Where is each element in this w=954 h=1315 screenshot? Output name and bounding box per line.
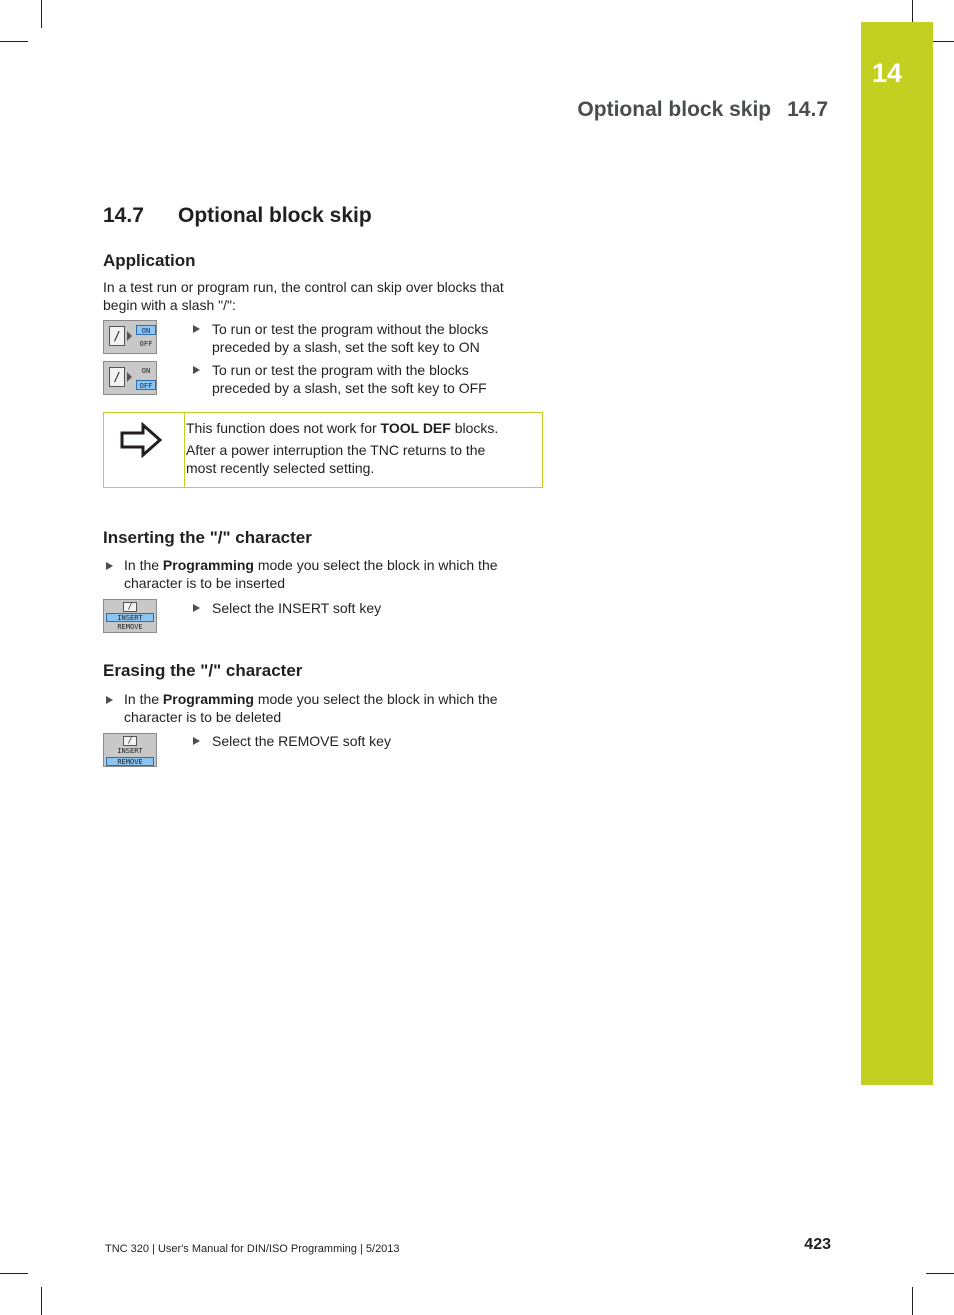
crop-mark <box>0 1273 28 1274</box>
softkey-off-label: OFF <box>136 380 156 390</box>
application-heading: Application <box>103 251 196 270</box>
step-text: In the <box>124 557 163 573</box>
section-number: 14.7 <box>103 204 144 227</box>
note-divider <box>184 412 185 488</box>
softkey-off-label: OFF <box>139 340 153 348</box>
inserting-step-2: Select the INSERT soft key <box>212 600 382 616</box>
footer-text: TNC 320 | User's Manual for DIN/ISO Programming | 5/2013 <box>105 1243 400 1255</box>
step-text: character is to be inserted <box>124 574 286 591</box>
softkey-insert-label: INSERT <box>117 747 143 755</box>
intro-line: In a test run or program run, the control can skip over blocks that <box>103 279 504 295</box>
step-on <box>212 321 532 356</box>
note-text: After a power interruption the TNC returns to the <box>186 442 486 458</box>
bullet-arrow-icon <box>106 696 113 704</box>
intro-line: begin with a slash "/": <box>103 296 236 313</box>
step-text: character is to be deleted <box>124 708 282 725</box>
step-line: To run or test the program without the blocks <box>212 321 489 337</box>
crop-mark <box>926 1273 954 1274</box>
bullet-arrow-icon <box>106 562 113 570</box>
mode-name: Programming <box>162 557 254 573</box>
softkey-remove-label: REMOVE <box>106 757 154 766</box>
section-title <box>103 204 372 228</box>
bullet-arrow-icon <box>193 604 200 612</box>
step-line: To run or test the program with the blocks <box>212 362 469 378</box>
note-arrow-icon <box>119 422 163 458</box>
running-header-title: Optional block skip <box>577 98 772 121</box>
crop-mark <box>41 1287 42 1315</box>
step-line: preceded by a slash, set the soft key to OFF <box>212 379 487 396</box>
arrow-icon <box>127 372 132 382</box>
softkey-insert-active <box>103 599 157 633</box>
crop-mark <box>41 0 42 28</box>
crop-mark <box>0 41 28 42</box>
softkey-on-label: ON <box>141 367 151 375</box>
bullet-arrow-icon <box>193 366 200 374</box>
arrow-icon <box>127 331 132 341</box>
step-off <box>212 362 532 397</box>
application-intro <box>103 279 543 314</box>
mode-name: Programming <box>162 691 254 707</box>
chapter-number: 14 <box>871 58 903 88</box>
running-header-number: 14.7 <box>787 98 828 121</box>
note-text: most recently selected setting. <box>186 459 375 476</box>
step-text: mode you select the block in which the <box>253 691 498 707</box>
slash-icon: / <box>123 736 137 746</box>
softkey-remove-label: REMOVE <box>117 623 143 631</box>
inserting-heading: Inserting the "/" character <box>103 528 312 547</box>
note-text: This function does not work for <box>186 420 381 436</box>
note-line-1 <box>186 420 536 438</box>
erasing-step-1 <box>124 691 544 726</box>
erasing-step-2: Select the REMOVE soft key <box>212 733 391 749</box>
section-title-text: Optional block skip <box>178 204 372 227</box>
slash-icon: / <box>123 602 137 612</box>
softkey-insert-label: INSERT <box>106 613 154 622</box>
page-number: 423 <box>804 1236 831 1253</box>
bullet-arrow-icon <box>193 737 200 745</box>
note-text: blocks. <box>450 420 499 436</box>
note-bold-text: TOOL DEF <box>380 420 451 436</box>
softkey-off-active <box>103 361 157 395</box>
step-text: mode you select the block in which the <box>253 557 498 573</box>
bullet-arrow-icon <box>193 325 200 333</box>
softkey-on-label: ON <box>136 325 156 335</box>
softkey-remove-active <box>103 733 157 767</box>
inserting-step-1 <box>124 557 544 592</box>
step-text: In the <box>124 691 163 707</box>
running-header <box>577 98 828 122</box>
crop-mark <box>912 1287 913 1315</box>
softkey-on-active <box>103 320 157 354</box>
slash-icon: / <box>109 326 125 346</box>
erasing-heading: Erasing the "/" character <box>103 661 303 680</box>
step-line: preceded by a slash, set the soft key to ON <box>212 338 480 355</box>
chapter-tab <box>861 22 933 1085</box>
slash-icon: / <box>109 367 125 387</box>
note-line-2 <box>186 442 536 477</box>
